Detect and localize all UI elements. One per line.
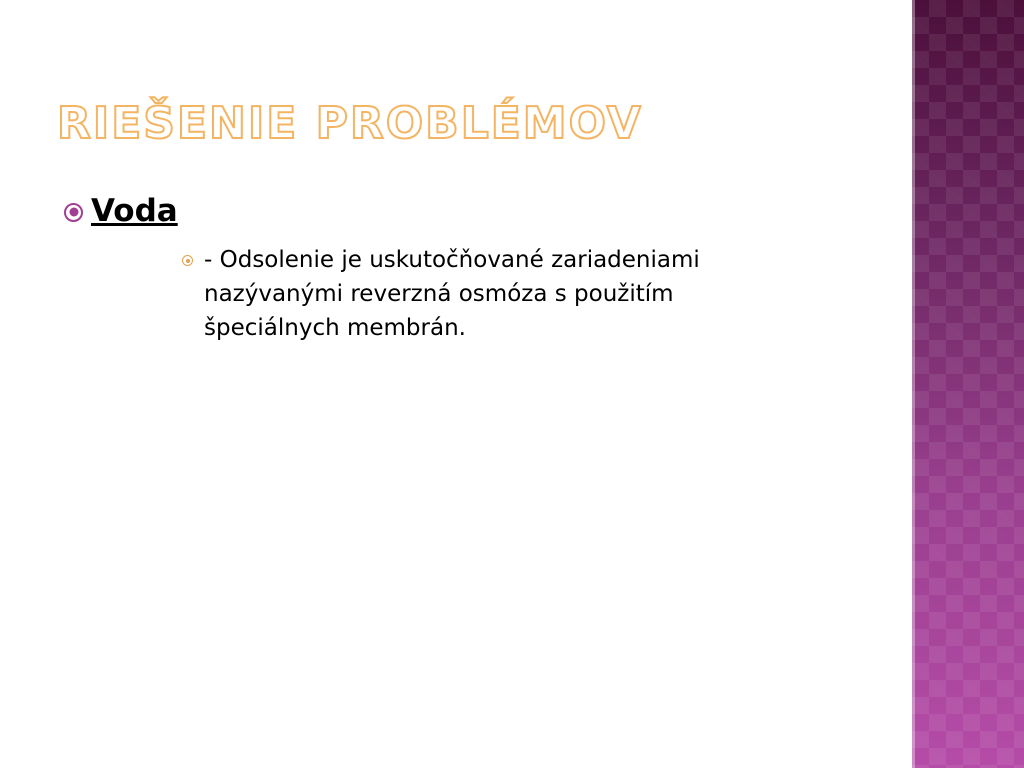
bullet-text-level-1: Voda	[91, 193, 178, 229]
sub-bullet-circle-icon	[182, 255, 193, 266]
decorative-side-band	[912, 0, 1024, 768]
bullet-circle-icon	[64, 203, 83, 222]
bullet-text-level-2: - Odsolenie je uskutočňované zariadeniami nazývanými reverzná osmóza s použitím špeciálnych membrán.	[204, 247, 700, 341]
bullet-item-level-1	[64, 194, 178, 228]
slide-title: RIEŠENIE PROBLÉMOV	[57, 98, 643, 149]
bullet-item-level-2	[182, 243, 782, 345]
